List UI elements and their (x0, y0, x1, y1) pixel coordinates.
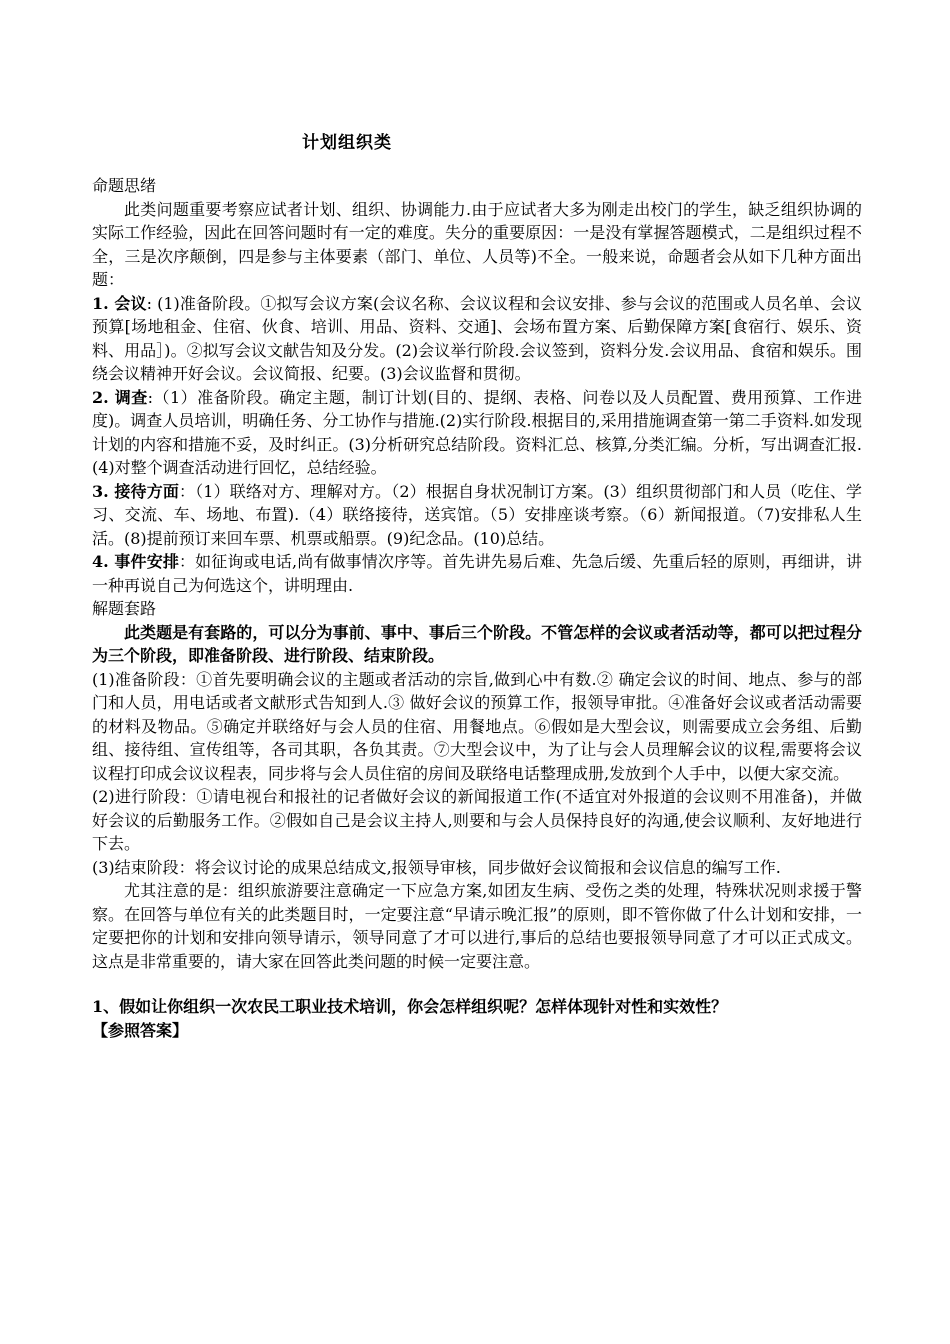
item-text: ：（1）联络对方、理解对方。（2）根据自身状况制订方案。(3）组织贯彻部门和人员（吃住、学习、交流、车、场地、布置).（4）联络接待，送宾馆。（5）安排座谈考察。（6）新闻报道。（7)安排私人生活。(8)提前预订来回车票、机票或船票。(9)纪念品。(10)总结。 (92, 481, 862, 548)
stage-prepare: (1)准备阶段：①首先要明确会议的主题或者活动的宗旨,做到心中有数.② 确定会议的时间、地点、参与的部门和人员，用电话或者文献形式告知到人.③ 做好会议的预算工作，报领导审批。④准备好会议或者活动需要的材料及物品。⑤确定并联络好与会人员的住宿、用餐地点。⑥假如是大型会议，则需要成立会务组、后勤组、接待组、宣传组等，各司其职，各负其责。⑦大型会议中，为了让与会人员理解会议的议程,需要将会议议程打印成会议议程表，同步将与会人员住宿的房间及联络电话整理成册,发放到个人手中，以便大家交流。 (92, 669, 862, 783)
item-label: 2. 调查 (92, 387, 148, 407)
page-title: 计划组织类 (302, 133, 392, 153)
item-label: 1. 会议 (92, 293, 147, 313)
item-arrangement (92, 550, 862, 597)
bold-intro-paragraph: 此类题是有套路的，可以分为事前、事中、事后三个阶段。不管怎样的会议或者活动等，都可以把过程分为三个阶段，即准备阶段、进行阶段、结束阶段。 (92, 622, 862, 665)
answer-label: 【参照答案】 (92, 1020, 189, 1040)
question-1: 1、假如让你组织一次农民工职业技术培训，你会怎样组织呢？怎样体现针对性和实效性？ (92, 997, 728, 1016)
document-body (92, 174, 862, 1042)
stage-end: (3)结束阶段：将会议讨论的成果总结成文,报领导审核，同步做好会议简报和会议信息的编写工作. (92, 857, 781, 877)
item-label: 3. 接待方面 (92, 481, 179, 501)
item-text: :（1）准备阶段。确定主题，制订计划(目的、提纲、表格、问卷以及人员配置、费用预算、工作进度)。调查人员培训，明确任务、分工协作与措施.(2)实行阶段.根据目的,采用措施调查第一第二手资料.如发现计划的内容和措施不妥，及时纠正。(3)分析研究总结阶段。资料汇总、核算,分类汇编。分析，写出调查汇报.(4)对整个调查活动进行回忆，总结经验。 (92, 387, 862, 477)
stage-progress: (2)进行阶段：①请电视台和报社的记者做好会议的新闻报道工作(不适宜对外报道的会议则不用准备)，并做好会议的后勤服务工作。②假如自己是会议主持人,则要和与会人员保持良好的沟通,使会议顺利、友好地进行下去。 (92, 787, 862, 853)
intro-paragraph: 此类问题重要考察应试者计划、组织、协调能力.由于应试者大多为刚走出校门的学生，缺乏组织协调的实际工作经验，因此在回答问题时有一定的难度。失分的重要原因：一是没有掌握答题模式，二是组织过程不全，三是次序颠倒，四是参与主体要素（部门、单位、人员等)不全。一般来说，命题者会从如下几种方面出题： (92, 199, 862, 289)
section-heading-jieti: 解题套路 (92, 599, 157, 618)
item-label: 4. 事件安排 (92, 552, 179, 571)
note-paragraph: 尤其注意的是：组织旅游要注意确定一下应急方案,如团友生病、受伤之类的处理，特殊状况则求援于警察。在回答与单位有关的此类题目时，一定要注意“早请示晚汇报”的原则，即不管你做了什么计划和安排，一定要把你的计划和安排向领导请示，领导同意了才可以进行,事后的总结也要报领导同意了才可以正式成文。这点是非常重要的，请大家在回答此类问题的时候一定要注意。 (92, 881, 862, 971)
section-heading-mingti: 命题思绪 (92, 176, 157, 195)
item-survey (92, 386, 862, 480)
item-text: ：如征询或电话,尚有做事情次序等。首先讲先易后难、先急后缓、先重后轻的原则，再细讲，讲一种再说自己为何选这个，讲明理由. (92, 552, 862, 595)
item-meeting (92, 292, 862, 386)
item-reception (92, 480, 862, 551)
spacer (92, 973, 862, 995)
item-text: : (1)准备阶段。①拟写会议方案(会议名称、会议议程和会议安排、参与会议的范围或人员名单、会议预算[场地租金、住宿、伙食、培训、用品、资料、交通]、会场布置方案、后勤保障方案[食宿行、娱乐、资料、用品］)。②拟写会议文献告知及分发。(2)会议举行阶段.会议签到，资料分发.会议用品、食宿和娱乐。围绕会议精神开好会议。会议简报、纪要。(3)会议监督和贯彻。 (92, 293, 862, 383)
